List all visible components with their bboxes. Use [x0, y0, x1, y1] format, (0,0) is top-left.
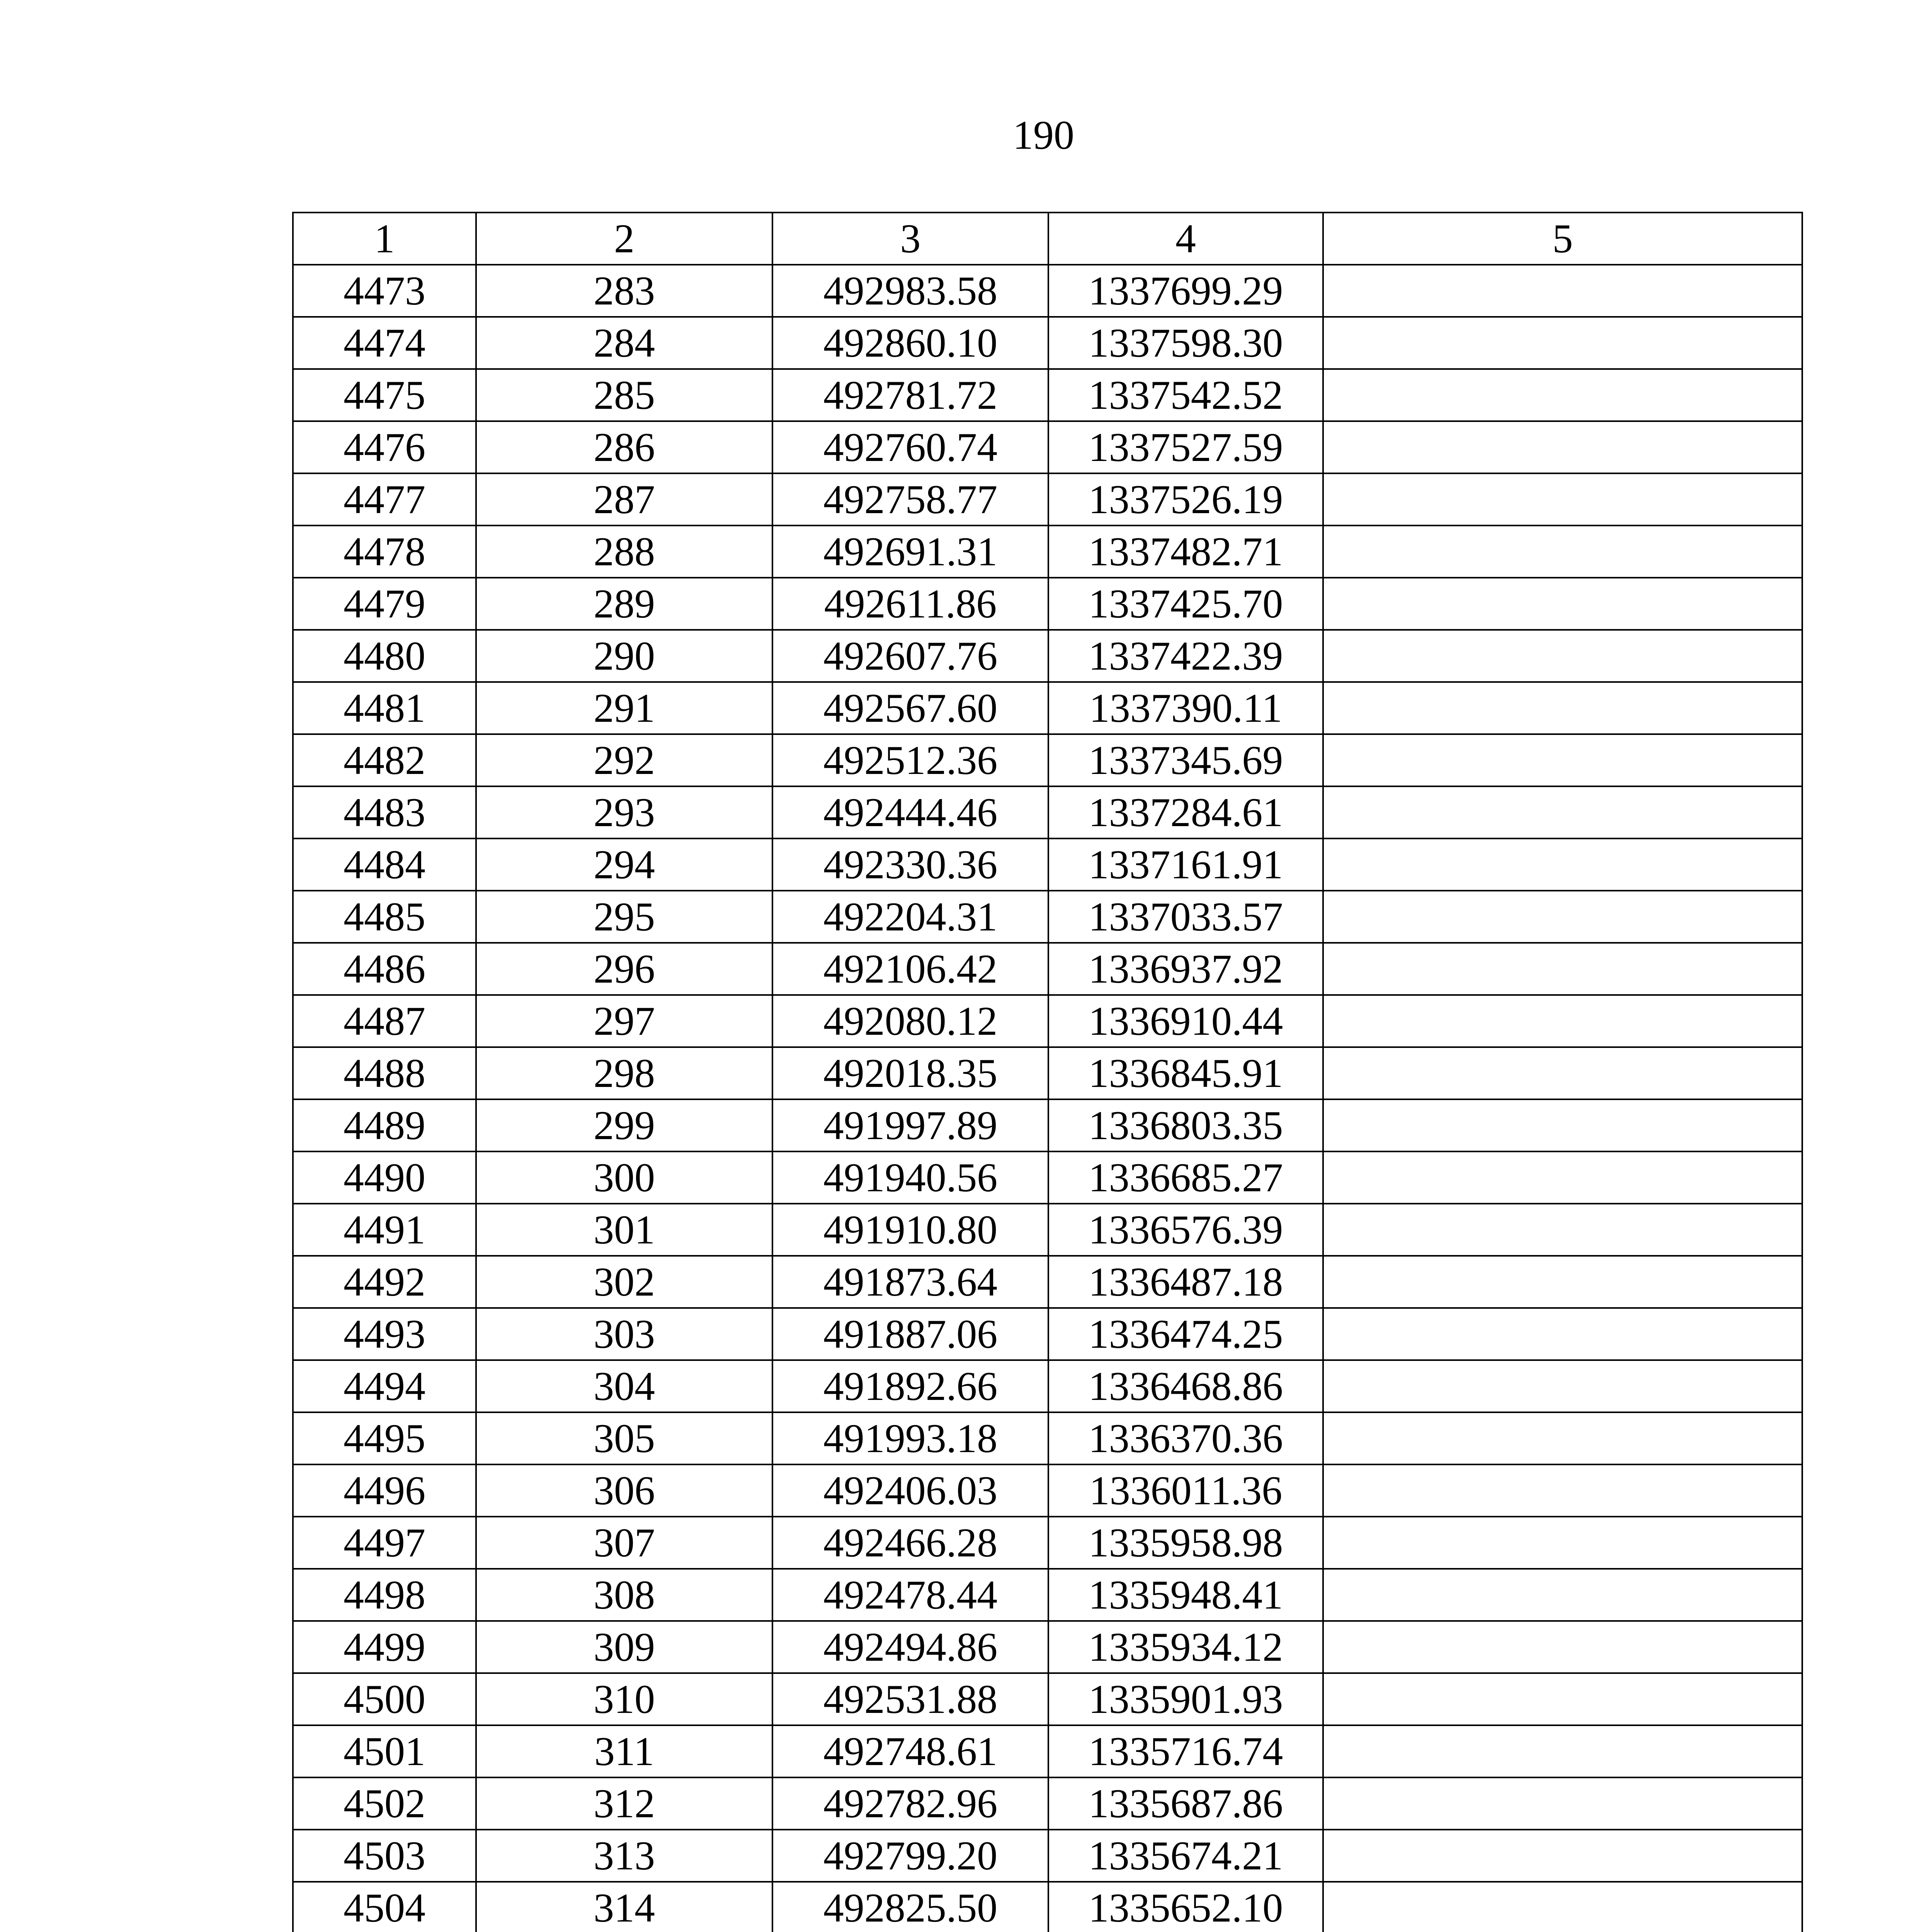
table-cell-col-4: 1337482.71	[1048, 526, 1323, 578]
page-number: 190	[1013, 112, 1074, 158]
table-row	[293, 1412, 1802, 1464]
table-cell-col-3: 491997.89	[772, 1099, 1048, 1151]
table-cell-col-4: 1337598.30	[1048, 317, 1323, 369]
table-cell-col-4: 1336468.86	[1048, 1360, 1323, 1412]
table-cell-col-3: 491892.66	[772, 1360, 1048, 1412]
table-cell-col-2: 289	[476, 578, 772, 630]
table-cell-col-1: 4482	[293, 734, 476, 786]
table-cell-col-5	[1323, 526, 1802, 578]
table-cell-col-2: 305	[476, 1412, 772, 1464]
table-row	[293, 734, 1802, 786]
table-row	[293, 1517, 1802, 1569]
table-cell-col-3: 492406.03	[772, 1464, 1048, 1517]
table-cell-col-2: 314	[476, 1882, 772, 1932]
table-row	[293, 1308, 1802, 1360]
table-cell-col-3: 492860.10	[772, 317, 1048, 369]
table-cell-col-2: 299	[476, 1099, 772, 1151]
table-row	[293, 1882, 1802, 1932]
table-row	[293, 1621, 1802, 1673]
table-cell-col-3: 491910.80	[772, 1204, 1048, 1256]
table-row	[293, 1725, 1802, 1777]
table-cell-col-4: 1337345.69	[1048, 734, 1323, 786]
table-cell-col-5	[1323, 1204, 1802, 1256]
table-cell-col-4: 1337284.61	[1048, 786, 1323, 838]
table-cell-col-2: 303	[476, 1308, 772, 1360]
table-cell-col-1: 4484	[293, 838, 476, 891]
table-header-row	[293, 213, 1802, 265]
table-cell-col-2: 296	[476, 943, 772, 995]
table-cell-col-5	[1323, 369, 1802, 421]
table-cell-col-1: 4496	[293, 1464, 476, 1517]
table-cell-col-5	[1323, 265, 1802, 317]
table-cell-col-3: 492691.31	[772, 526, 1048, 578]
table-cell-col-5	[1323, 1464, 1802, 1517]
table-cell-col-4: 1336937.92	[1048, 943, 1323, 995]
table-cell-col-4: 1337422.39	[1048, 630, 1323, 682]
table-cell-col-3: 492760.74	[772, 421, 1048, 473]
table-row	[293, 421, 1802, 473]
table-cell-col-3: 492567.60	[772, 682, 1048, 734]
table-cell-col-5	[1323, 1621, 1802, 1673]
table-row	[293, 1569, 1802, 1621]
table-row	[293, 1047, 1802, 1099]
table-cell-col-5	[1323, 1517, 1802, 1569]
table-cell-col-3: 492330.36	[772, 838, 1048, 891]
table-cell-col-2: 295	[476, 891, 772, 943]
table-cell-col-1: 4504	[293, 1882, 476, 1932]
table-cell-col-4: 1337425.70	[1048, 578, 1323, 630]
table-cell-col-2: 290	[476, 630, 772, 682]
table-cell-col-2: 313	[476, 1830, 772, 1882]
table-cell-col-2: 297	[476, 995, 772, 1047]
table-cell-col-1: 4481	[293, 682, 476, 734]
table-row	[293, 1256, 1802, 1308]
table-cell-col-5	[1323, 734, 1802, 786]
table-row	[293, 317, 1802, 369]
table-cell-col-2: 310	[476, 1673, 772, 1725]
table-row	[293, 1673, 1802, 1725]
table-cell-col-3: 492204.31	[772, 891, 1048, 943]
table-cell-col-1: 4493	[293, 1308, 476, 1360]
table-cell-col-3: 492478.44	[772, 1569, 1048, 1621]
table-row	[293, 1151, 1802, 1204]
table-cell-col-2: 292	[476, 734, 772, 786]
table-cell-col-1: 4478	[293, 526, 476, 578]
table-cell-col-5	[1323, 473, 1802, 526]
table-cell-col-5	[1323, 1777, 1802, 1830]
table-cell-col-2: 301	[476, 1204, 772, 1256]
table-cell-col-4: 1336910.44	[1048, 995, 1323, 1047]
table-cell-col-4: 1335958.98	[1048, 1517, 1323, 1569]
table-cell-col-2: 302	[476, 1256, 772, 1308]
table-cell-col-3: 492607.76	[772, 630, 1048, 682]
table-cell-col-4: 1335934.12	[1048, 1621, 1323, 1673]
table-cell-col-5	[1323, 786, 1802, 838]
table-cell-col-1: 4500	[293, 1673, 476, 1725]
table-cell-col-5	[1323, 578, 1802, 630]
table-cell-col-5	[1323, 317, 1802, 369]
table-cell-col-4: 1336011.36	[1048, 1464, 1323, 1517]
table-cell-col-1: 4495	[293, 1412, 476, 1464]
table-cell-col-2: 291	[476, 682, 772, 734]
table-row	[293, 1360, 1802, 1412]
table-row	[293, 995, 1802, 1047]
table-cell-col-5	[1323, 1569, 1802, 1621]
table-cell-col-1: 4473	[293, 265, 476, 317]
table-cell-col-3: 492080.12	[772, 995, 1048, 1047]
table-cell-col-2: 300	[476, 1151, 772, 1204]
table-cell-col-4: 1337527.59	[1048, 421, 1323, 473]
table-row	[293, 891, 1802, 943]
table-cell-col-3: 491887.06	[772, 1308, 1048, 1360]
table-row	[293, 526, 1802, 578]
table-cell-col-4: 1337542.52	[1048, 369, 1323, 421]
table-body	[293, 265, 1802, 1932]
table-cell-col-2: 312	[476, 1777, 772, 1830]
table-cell-col-4: 1335687.86	[1048, 1777, 1323, 1830]
table-cell-col-3: 492825.50	[772, 1882, 1048, 1932]
table-cell-col-2: 307	[476, 1517, 772, 1569]
table-row	[293, 369, 1802, 421]
table-cell-col-1: 4501	[293, 1725, 476, 1777]
table-cell-col-1: 4479	[293, 578, 476, 630]
table-cell-col-5	[1323, 1830, 1802, 1882]
table-row	[293, 786, 1802, 838]
table-cell-col-1: 4499	[293, 1621, 476, 1673]
table-cell-col-2: 288	[476, 526, 772, 578]
table-cell-col-1: 4486	[293, 943, 476, 995]
table-cell-col-4: 1337033.57	[1048, 891, 1323, 943]
table-cell-col-4: 1336576.39	[1048, 1204, 1323, 1256]
table-cell-col-1: 4502	[293, 1777, 476, 1830]
table-cell-col-5	[1323, 1725, 1802, 1777]
table-cell-col-1: 4483	[293, 786, 476, 838]
table-cell-col-5	[1323, 1308, 1802, 1360]
table-row	[293, 1099, 1802, 1151]
table-cell-col-3: 492758.77	[772, 473, 1048, 526]
coordinates-table-container	[292, 212, 1801, 1932]
coordinates-table	[292, 212, 1803, 1932]
table-cell-col-3: 492494.86	[772, 1621, 1048, 1673]
table-cell-col-2: 311	[476, 1725, 772, 1777]
table-cell-col-2: 285	[476, 369, 772, 421]
table-cell-col-1: 4490	[293, 1151, 476, 1204]
table-cell-col-1: 4494	[293, 1360, 476, 1412]
table-cell-col-5	[1323, 1151, 1802, 1204]
table-cell-col-2: 309	[476, 1621, 772, 1673]
table-row	[293, 630, 1802, 682]
column-header: 2	[476, 213, 772, 265]
table-cell-col-3: 492782.96	[772, 1777, 1048, 1830]
table-cell-col-3: 491940.56	[772, 1151, 1048, 1204]
table-cell-col-1: 4485	[293, 891, 476, 943]
table-row	[293, 682, 1802, 734]
table-cell-col-1: 4476	[293, 421, 476, 473]
table-cell-col-3: 492748.61	[772, 1725, 1048, 1777]
table-cell-col-2: 286	[476, 421, 772, 473]
table-cell-col-1: 4480	[293, 630, 476, 682]
table-cell-col-3: 492106.42	[772, 943, 1048, 995]
table-cell-col-4: 1335948.41	[1048, 1569, 1323, 1621]
table-cell-col-1: 4489	[293, 1099, 476, 1151]
table-row	[293, 1204, 1802, 1256]
table-row	[293, 1830, 1802, 1882]
table-row	[293, 943, 1802, 995]
table-cell-col-3: 492799.20	[772, 1830, 1048, 1882]
table-row	[293, 838, 1802, 891]
table-cell-col-2: 283	[476, 265, 772, 317]
table-cell-col-2: 298	[476, 1047, 772, 1099]
table-cell-col-2: 287	[476, 473, 772, 526]
table-row	[293, 1464, 1802, 1517]
table-cell-col-1: 4477	[293, 473, 476, 526]
table-cell-col-4: 1337161.91	[1048, 838, 1323, 891]
table-cell-col-2: 306	[476, 1464, 772, 1517]
table-row	[293, 265, 1802, 317]
table-cell-col-1: 4498	[293, 1569, 476, 1621]
table-cell-col-3: 492018.35	[772, 1047, 1048, 1099]
table-cell-col-4: 1335674.21	[1048, 1830, 1323, 1882]
table-cell-col-5	[1323, 1360, 1802, 1412]
table-cell-col-1: 4488	[293, 1047, 476, 1099]
table-cell-col-4: 1336685.27	[1048, 1151, 1323, 1204]
table-cell-col-5	[1323, 891, 1802, 943]
table-row	[293, 1777, 1802, 1830]
table-cell-col-1: 4503	[293, 1830, 476, 1882]
table-cell-col-4: 1336370.36	[1048, 1412, 1323, 1464]
table-cell-col-5	[1323, 1256, 1802, 1308]
table-cell-col-5	[1323, 1047, 1802, 1099]
table-cell-col-3: 491873.64	[772, 1256, 1048, 1308]
table-cell-col-5	[1323, 1412, 1802, 1464]
column-header: 3	[772, 213, 1048, 265]
table-row	[293, 578, 1802, 630]
table-cell-col-4: 1337390.11	[1048, 682, 1323, 734]
table-cell-col-2: 284	[476, 317, 772, 369]
table-cell-col-2: 308	[476, 1569, 772, 1621]
table-cell-col-5	[1323, 682, 1802, 734]
table-cell-col-3: 492781.72	[772, 369, 1048, 421]
table-cell-col-4: 1336803.35	[1048, 1099, 1323, 1151]
table-cell-col-5	[1323, 1673, 1802, 1725]
table-cell-col-5	[1323, 421, 1802, 473]
table-cell-col-2: 294	[476, 838, 772, 891]
table-cell-col-3: 492983.58	[772, 265, 1048, 317]
table-cell-col-4: 1335716.74	[1048, 1725, 1323, 1777]
table-cell-col-1: 4491	[293, 1204, 476, 1256]
table-cell-col-4: 1337526.19	[1048, 473, 1323, 526]
table-cell-col-1: 4474	[293, 317, 476, 369]
table-row	[293, 473, 1802, 526]
table-cell-col-5	[1323, 1882, 1802, 1932]
table-cell-col-4: 1337699.29	[1048, 265, 1323, 317]
table-cell-col-4: 1336845.91	[1048, 1047, 1323, 1099]
table-cell-col-1: 4475	[293, 369, 476, 421]
table-cell-col-4: 1335901.93	[1048, 1673, 1323, 1725]
column-header: 4	[1048, 213, 1323, 265]
column-header: 5	[1323, 213, 1802, 265]
table-cell-col-5	[1323, 943, 1802, 995]
column-header: 1	[293, 213, 476, 265]
table-cell-col-3: 492611.86	[772, 578, 1048, 630]
table-cell-col-4: 1336487.18	[1048, 1256, 1323, 1308]
table-cell-col-5	[1323, 1099, 1802, 1151]
table-cell-col-1: 4497	[293, 1517, 476, 1569]
table-cell-col-2: 293	[476, 786, 772, 838]
table-cell-col-4: 1335652.10	[1048, 1882, 1323, 1932]
table-cell-col-3: 492444.46	[772, 786, 1048, 838]
table-cell-col-4: 1336474.25	[1048, 1308, 1323, 1360]
table-cell-col-3: 492531.88	[772, 1673, 1048, 1725]
table-cell-col-5	[1323, 838, 1802, 891]
table-cell-col-3: 492512.36	[772, 734, 1048, 786]
table-cell-col-2: 304	[476, 1360, 772, 1412]
table-cell-col-5	[1323, 995, 1802, 1047]
table-cell-col-3: 491993.18	[772, 1412, 1048, 1464]
table-cell-col-3: 492466.28	[772, 1517, 1048, 1569]
table-cell-col-5	[1323, 630, 1802, 682]
table-cell-col-1: 4492	[293, 1256, 476, 1308]
table-cell-col-1: 4487	[293, 995, 476, 1047]
